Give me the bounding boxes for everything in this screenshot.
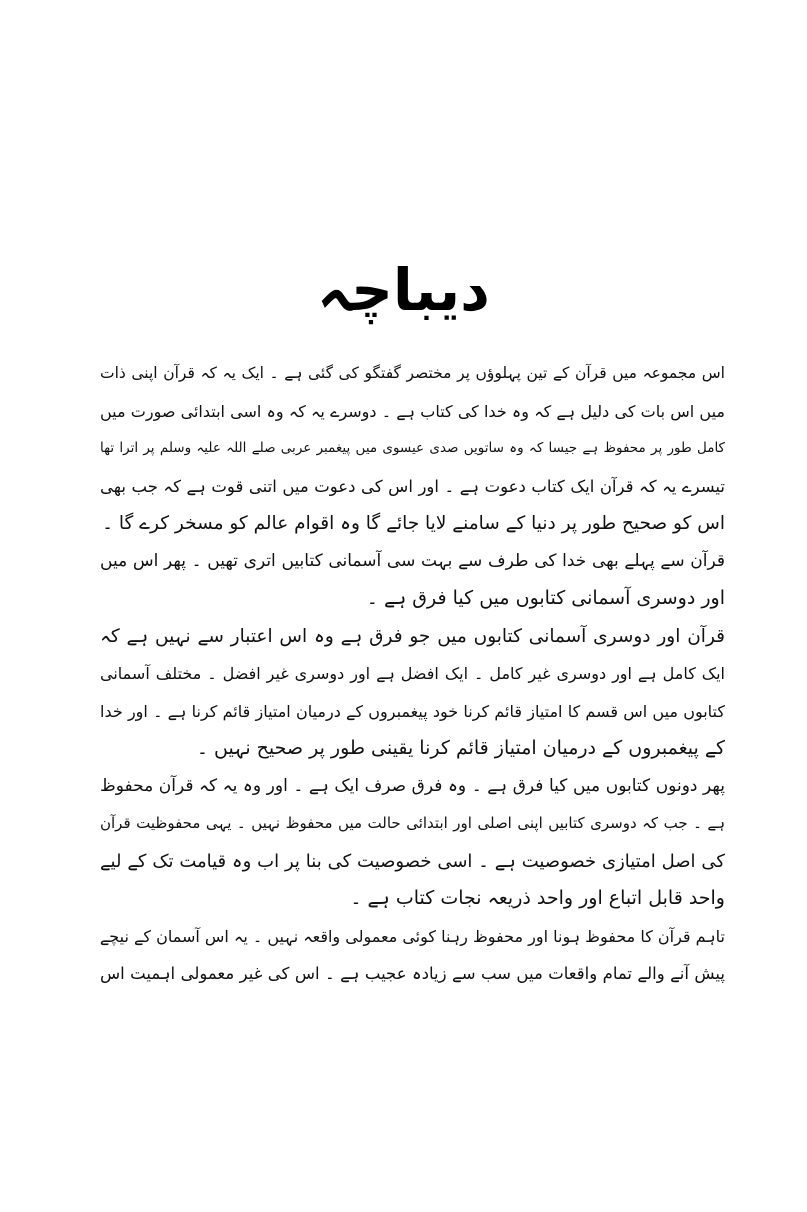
text-line: تاہم قرآن کا محفوظ ہونا اور محفوظ رہنا کوئی معمولی واقعہ نہیں ۔ یہ اس آسمان کے نیچے — [100, 926, 725, 946]
text-line: تیسرے یہ کہ قرآن ایک کتاب دعوت ہے ۔ اور اس کی دعوت میں اتنی قوت ہے کہ جب بھی — [100, 476, 725, 496]
text-line: ہے ۔ جب کہ دوسری کتابیں اپنی اصلی اور ابتدائی حالت میں محفوظ نہیں ۔ یہی محفوظیت قرآن — [100, 814, 725, 832]
text-line: قرآن سے پہلے بھی خدا کی طرف سے بہت سی آسمانی کتابیں اتری تھیں ۔ پھر اس میں — [100, 550, 725, 571]
text-line: اور دوسری آسمانی کتابوں میں کیا فرق ہے ۔ — [366, 587, 725, 609]
page-title: دیباچہ — [317, 256, 490, 324]
text-line: اس کو صحیح طور پر دنیا کے سامنے لایا جائے گا وہ اقوام عالم کو مسخر کرے گا ۔ — [102, 513, 725, 534]
text-line: اس مجموعہ میں قرآن کے تین پہلوؤں پر مختصر گفتگو کی گئی ہے ۔ ایک یہ کہ قرآن اپنی ذات — [100, 364, 725, 382]
text-line: کامل طور پر محفوظ ہے جیسا کہ وہ ساتویں صدی عیسوی میں پیغمبر عربی صلے اللہ علیہ وسلم پر اترا تھا — [100, 440, 725, 456]
text-line: کے پیغمبروں کے درمیان امتیاز قائم کرنا یقینی طور پر صحیح نہیں ۔ — [196, 737, 725, 759]
text-line: ایک کامل ہے اور دوسری غیر کامل ۔ ایک افضل ہے اور دوسری غیر افضل ۔ مختلف آسمانی — [100, 664, 725, 683]
text-line: قرآن اور دوسری آسمانی کتابوں میں جو فرق ہے وہ اس اعتبار سے نہیں ہے کہ — [100, 625, 725, 647]
text-line: واحد قابل اتباع اور واحد ذریعہ نجات کتاب ہے ۔ — [350, 887, 725, 909]
text-line: پھر دونوں کتابوں میں کیا فرق ہے ۔ وہ فرق صرف ایک ہے ۔ اور وہ یہ کہ قرآن محفوظ — [100, 775, 725, 796]
text-line: کتابوں میں اس قسم کا امتیاز قائم کرنا خود پیغمبروں کے درمیان امتیاز قائم کرنا ہے ۔ اور خدا — [100, 701, 725, 721]
text-line: کی اصل امتیازی خصوصیت ہے ۔ اسی خصوصیت کی بنا پر اب وہ قیامت تک کے لیے — [100, 850, 725, 872]
text-line: پیش آنے والے تمام واقعات میں سب سے زیادہ عجیب ہے ۔ اس کی غیر معمولی اہمیت اس — [100, 964, 725, 983]
preface-body — [100, 355, 725, 993]
text-line: میں اس بات کی دلیل ہے کہ وہ خدا کی کتاب ہے ۔ دوسرے یہ کہ وہ اسی ابتدائی صورت میں — [100, 401, 725, 421]
